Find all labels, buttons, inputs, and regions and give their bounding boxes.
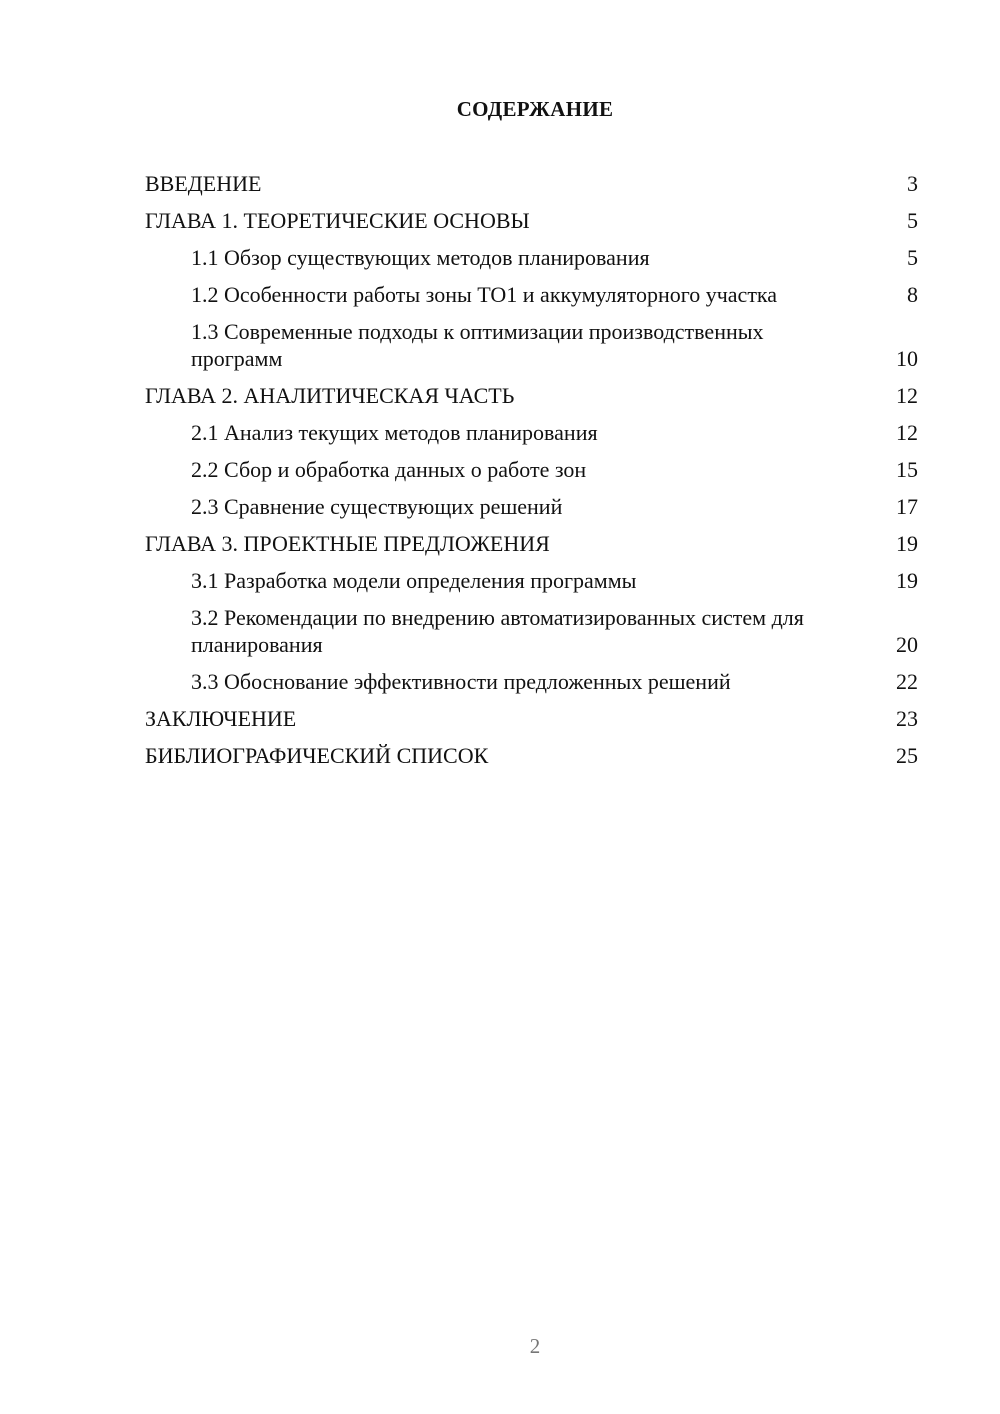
toc-entry-section-2-2 [145, 456, 918, 483]
toc-entry-text: БИБЛИОГРАФИЧЕСКИЙ СПИСОК [145, 743, 489, 768]
toc-entry-text: 3.1 Разработка модели определения программы [191, 568, 637, 593]
table-of-contents [145, 170, 918, 779]
toc-entry-text: ВВЕДЕНИЕ [145, 171, 262, 196]
toc-entry-text: ГЛАВА 1. ТЕОРЕТИЧЕСКИЕ ОСНОВЫ [145, 208, 530, 233]
page-number: 2 [529, 1334, 541, 1358]
toc-entry-text: 1.1 Обзор существующих методов планирования [191, 245, 650, 270]
toc-entry-page: 12 [896, 383, 918, 408]
toc-entry-page: 20 [896, 632, 918, 657]
toc-entry-chapter-2 [145, 382, 918, 409]
toc-entry-page: 25 [896, 743, 918, 768]
toc-entry-text: ЗАКЛЮЧЕНИЕ [145, 706, 297, 731]
toc-entry-text: 1.3 Современные подходы к оптимизации производственных программ [191, 319, 764, 371]
toc-entry-page: 15 [896, 457, 918, 482]
toc-entry-page: 10 [896, 346, 918, 371]
toc-entry-bibliography [145, 742, 918, 769]
toc-entry-section-2-3 [145, 493, 918, 520]
toc-entry-text: ГЛАВА 3. ПРОЕКТНЫЕ ПРЕДЛОЖЕНИЯ [145, 531, 550, 556]
toc-entry-section-3-3 [145, 668, 918, 695]
toc-entry-page: 3 [907, 171, 918, 196]
toc-entry-page: 12 [896, 420, 918, 445]
toc-entry-section-3-2 [145, 604, 918, 658]
toc-entry-section-1-2 [145, 281, 918, 308]
toc-entry-page: 22 [896, 669, 918, 694]
toc-entry-section-1-3 [145, 318, 918, 372]
toc-entry-introduction [145, 170, 918, 197]
toc-entry-page: 19 [896, 531, 918, 556]
toc-entry-text: 2.3 Сравнение существующих решений [191, 494, 563, 519]
toc-entry-page: 17 [896, 494, 918, 519]
toc-entry-section-1-1 [145, 244, 918, 271]
toc-entry-text: 3.2 Рекомендации по внедрению автоматизированных систем для планирования [191, 605, 804, 657]
toc-entry-page: 5 [907, 245, 918, 270]
toc-entry-page: 23 [896, 706, 918, 731]
toc-entry-page: 8 [907, 282, 918, 307]
toc-entry-text: 3.3 Обоснование эффективности предложенных решений [191, 669, 731, 694]
toc-entry-section-2-1 [145, 419, 918, 446]
toc-entry-chapter-1 [145, 207, 918, 234]
toc-entry-text: 1.2 Особенности работы зоны ТО1 и аккумуляторного участка [191, 282, 778, 307]
toc-entry-text: 2.2 Сбор и обработка данных о работе зон [191, 457, 587, 482]
toc-entry-text: ГЛАВА 2. АНАЛИТИЧЕСКАЯ ЧАСТЬ [145, 383, 515, 408]
toc-entry-section-3-1 [145, 567, 918, 594]
toc-entry-text: 2.1 Анализ текущих методов планирования [191, 420, 598, 445]
toc-entry-page: 5 [907, 208, 918, 233]
toc-entry-chapter-3 [145, 530, 918, 557]
toc-title: СОДЕРЖАНИЕ [456, 97, 614, 121]
toc-entry-page: 19 [896, 568, 918, 593]
toc-entry-conclusion [145, 705, 918, 732]
